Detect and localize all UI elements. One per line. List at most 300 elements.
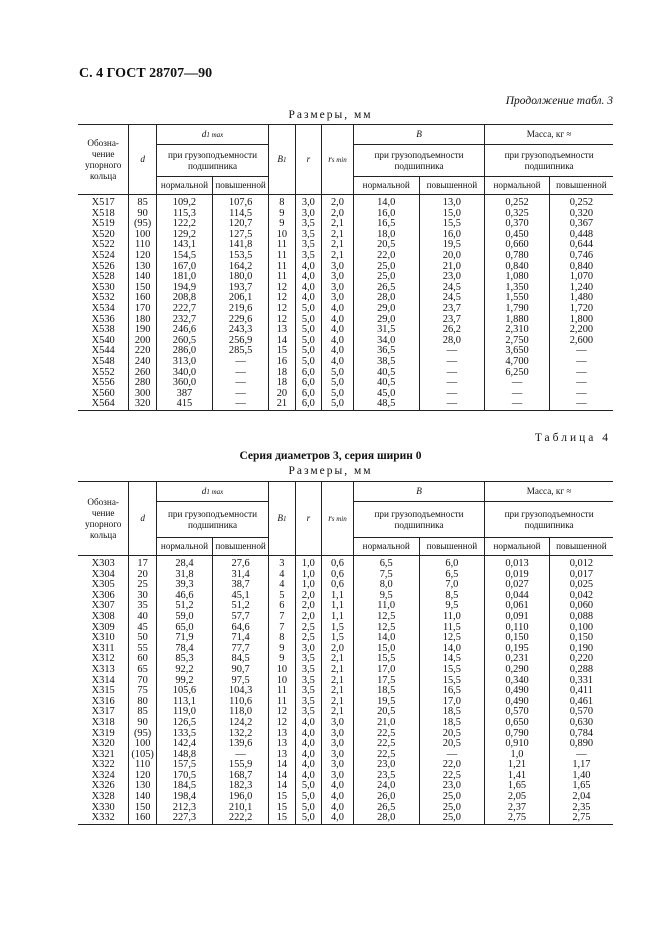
table-cell: 23,0 [353, 760, 419, 771]
table-cell: 0,061 [485, 601, 550, 612]
table-cell: 23,7 [419, 315, 485, 326]
table-cell: — [213, 357, 269, 368]
table-cell: 180,0 [213, 272, 269, 283]
table-cell: 0,017 [549, 570, 613, 581]
table-cell: 3,0 [322, 760, 354, 771]
table-cell: 9 [269, 209, 295, 220]
table-cell: 48,5 [353, 399, 419, 410]
table-cell: 45,1 [213, 591, 269, 602]
table-cell: 2,1 [322, 676, 354, 687]
table-cell: 3,0 [322, 750, 354, 761]
table-cell: 157,5 [156, 760, 212, 771]
table-cell: — [419, 346, 485, 357]
table-cell: Х536 [91, 313, 115, 325]
table-cell: 0,091 [485, 612, 550, 623]
table-cell: 14,0 [353, 195, 419, 209]
table-cell: 18,5 [353, 686, 419, 697]
table-cell: 13 [269, 325, 295, 336]
table-cell: 2,5 [295, 633, 321, 644]
table-cell: 0,660 [485, 240, 550, 251]
load-capacity-label: при грузоподъемности подшипника [156, 502, 268, 538]
table-cell: 4,0 [322, 315, 354, 326]
table-cell: 35 [129, 601, 157, 612]
table-cell: 220 [129, 346, 157, 357]
table-cell: 12,5 [419, 633, 485, 644]
table-cell: 36,5 [353, 346, 419, 357]
table-cell: 20,5 [419, 729, 485, 740]
table-cell: 31,5 [353, 325, 419, 336]
table-row [78, 623, 613, 634]
table-cell: Х321 [91, 748, 115, 760]
table-cell: 182,3 [213, 781, 269, 792]
table-cell: 232,7 [156, 315, 212, 326]
table-cell: 5,0 [295, 325, 321, 336]
table-cell: 14 [269, 760, 295, 771]
table-cell: 110 [129, 240, 157, 251]
table-cell: Х538 [91, 324, 115, 336]
load-capacity-label: при грузоподъемности подшипника [485, 145, 613, 177]
table-cell: 6,5 [353, 556, 419, 570]
table-cell: 23,0 [419, 272, 485, 283]
table-cell: Х314 [91, 674, 115, 686]
table-cell: 3,5 [295, 654, 321, 665]
table-row [78, 262, 613, 273]
table-cell: 26,5 [353, 803, 419, 814]
table-cell: 4,0 [322, 781, 354, 792]
table-cell: 4 [269, 570, 295, 581]
table-cell: 12 [269, 283, 295, 294]
table-cell: — [485, 399, 550, 410]
table-cell: Х315 [91, 685, 115, 697]
table-cell: 0,6 [322, 570, 354, 581]
table-cell: — [419, 378, 485, 389]
table-cell: Х304 [91, 568, 115, 580]
table-cell: 208,8 [156, 293, 212, 304]
table-cell: 0,746 [549, 251, 613, 262]
table-cell: 51,2 [213, 601, 269, 612]
table-3-body [78, 195, 613, 411]
table-cell: 18 [269, 368, 295, 379]
table-cell: 97,5 [213, 676, 269, 687]
table-cell: 38,5 [353, 357, 419, 368]
col-increased: повышенной [549, 538, 613, 556]
table-cell: — [549, 357, 613, 368]
table-cell: 19,5 [419, 240, 485, 251]
table-cell: 18,0 [353, 230, 419, 241]
table-row [78, 357, 613, 368]
table-cell: 90,7 [213, 665, 269, 676]
table-cell: 17 [129, 556, 157, 570]
table-4-label: Таблица 4 [534, 432, 611, 444]
col-d: d [129, 482, 157, 556]
table-cell: 20,5 [353, 707, 419, 718]
table-cell: — [549, 389, 613, 400]
table-cell: 22,5 [419, 771, 485, 782]
table-cell: 28,4 [156, 556, 212, 570]
table-row [78, 813, 613, 824]
table-cell: — [419, 750, 485, 761]
table-cell: 206,1 [213, 293, 269, 304]
table-cell: 2,0 [295, 612, 321, 623]
table-cell: 30 [129, 591, 157, 602]
col-increased: повышенной [419, 538, 485, 556]
table-cell: 6,0 [295, 378, 321, 389]
table-cell: 0,570 [549, 707, 613, 718]
table-cell: 3,5 [295, 240, 321, 251]
table-cell: (95) [129, 219, 157, 230]
table-cell: 1,21 [485, 760, 550, 771]
table-cell: 1,350 [485, 283, 550, 294]
table-cell: 100 [129, 230, 157, 241]
table-cell: 0,6 [322, 556, 354, 570]
table-cell: 13 [269, 750, 295, 761]
table-cell: 0,6 [322, 580, 354, 591]
table-row [78, 304, 613, 315]
col-normal: нормальной [353, 538, 419, 556]
table-cell: 260 [129, 368, 157, 379]
table-cell: 0,890 [549, 739, 613, 750]
table-cell: 31,8 [156, 570, 212, 581]
table-cell: 15,5 [419, 676, 485, 687]
table-cell: 0,195 [485, 644, 550, 655]
table-cell: 120 [129, 251, 157, 262]
table-cell: 3,0 [322, 718, 354, 729]
table-cell: 0,570 [485, 707, 550, 718]
table-cell: Х552 [91, 366, 115, 378]
table-cell: 5,0 [322, 399, 354, 410]
table-row [78, 739, 613, 750]
col-d: d [129, 125, 157, 195]
table-cell: 9 [269, 644, 295, 655]
col-mass: Масса, кг ≈ [485, 125, 613, 145]
table-cell: 120,7 [213, 219, 269, 230]
table-cell: 90 [129, 209, 157, 220]
table-cell: 1,240 [549, 283, 613, 294]
table-cell: 0,012 [549, 556, 613, 570]
table-cell: 22,0 [353, 251, 419, 262]
table-cell: 124,2 [213, 718, 269, 729]
table-cell: 17,0 [353, 665, 419, 676]
table-cell: Х522 [91, 239, 115, 251]
table-cell: 210,1 [213, 803, 269, 814]
table-cell: Х306 [91, 589, 115, 601]
table-cell: Х532 [91, 292, 115, 304]
table-cell: 13 [269, 739, 295, 750]
table-cell: 127,5 [213, 230, 269, 241]
continuation-label: Продолжение табл. 3 [505, 95, 613, 107]
table-cell: 130 [129, 781, 157, 792]
table-cell: 0,370 [485, 219, 550, 230]
table-cell: 4,0 [295, 272, 321, 283]
table-cell: 3 [269, 556, 295, 570]
table-cell: 3,0 [322, 739, 354, 750]
table-cell: 200 [129, 336, 157, 347]
table-cell: Х517 [91, 197, 115, 208]
table-cell: 2,1 [322, 654, 354, 665]
table-cell: 9,5 [353, 591, 419, 602]
table-cell: 2,200 [549, 325, 613, 336]
table-cell: 18 [269, 378, 295, 389]
col-b: B [353, 125, 484, 145]
table-cell: 45 [129, 623, 157, 634]
table-row [78, 346, 613, 357]
table-cell: 20,5 [419, 739, 485, 750]
table-cell: 3,5 [295, 219, 321, 230]
sizes-label-top: Размеры, мм [288, 109, 373, 121]
table-cell: 26,0 [353, 792, 419, 803]
table-cell: Х332 [78, 813, 129, 824]
table-cell: 170 [129, 304, 157, 315]
table-cell: 3,5 [295, 697, 321, 708]
table-cell: 3,0 [295, 644, 321, 655]
table-cell: 0,150 [485, 633, 550, 644]
table-cell: 11 [269, 697, 295, 708]
table-cell: 164,2 [213, 262, 269, 273]
table-cell: 229,6 [213, 315, 269, 326]
table-cell: 0,025 [549, 580, 613, 591]
table-cell: 78,4 [156, 644, 212, 655]
table-cell: 15,5 [419, 219, 485, 230]
load-capacity-label: при грузоподъемности подшипника [353, 145, 484, 177]
table-cell: 22,0 [419, 760, 485, 771]
table-cell: — [549, 346, 613, 357]
table-cell: 0,252 [485, 195, 550, 209]
table-cell: 15 [269, 813, 295, 824]
table-cell: 71,4 [213, 633, 269, 644]
table-row [78, 781, 613, 792]
table-cell: 110,6 [213, 697, 269, 708]
table-cell: 5,0 [295, 346, 321, 357]
table-cell: 6,0 [295, 389, 321, 400]
col-d1max: d1 max [156, 482, 268, 502]
table-cell: 0,042 [549, 591, 613, 602]
table-cell: 155,9 [213, 760, 269, 771]
table-row [78, 707, 613, 718]
table-cell: 18,5 [419, 707, 485, 718]
table-cell: 28,0 [353, 293, 419, 304]
col-normal: нормальной [156, 177, 212, 195]
table-cell: 12,5 [353, 623, 419, 634]
col-increased: повышенной [213, 538, 269, 556]
table-cell: 153,5 [213, 251, 269, 262]
table-cell: 16 [269, 357, 295, 368]
table-cell: Х560 [91, 387, 115, 399]
table-cell: 285,5 [213, 346, 269, 357]
table-cell: — [549, 368, 613, 379]
table-cell: 0,190 [549, 644, 613, 655]
col-b1: B1 [269, 125, 295, 195]
table-cell: Х526 [91, 260, 115, 272]
table-cell: 2,75 [549, 813, 613, 824]
col-normal: нормальной [156, 538, 212, 556]
table-row [78, 644, 613, 655]
table-cell: 38,7 [213, 580, 269, 591]
table-cell: 2,37 [485, 803, 550, 814]
table-cell: 0,490 [485, 686, 550, 697]
table-cell: 110 [129, 760, 157, 771]
table-cell: 29,0 [353, 315, 419, 326]
table-cell: 0,790 [485, 729, 550, 740]
table-cell: 4,0 [295, 771, 321, 782]
table-row [78, 240, 613, 251]
table-cell: 22,5 [353, 750, 419, 761]
table-cell: 1,5 [322, 623, 354, 634]
table-cell: 2,1 [322, 251, 354, 262]
table-cell: 256,9 [213, 336, 269, 347]
table-cell: 6,5 [419, 570, 485, 581]
table-cell: — [213, 378, 269, 389]
table-cell: 0,910 [485, 739, 550, 750]
table-cell: 1,480 [549, 293, 613, 304]
table-row [78, 399, 613, 410]
table-row [78, 686, 613, 697]
table-cell: 0,150 [549, 633, 613, 644]
table-cell: 4,0 [322, 813, 354, 824]
table-cell: 4,0 [295, 739, 321, 750]
table-cell: 16,5 [419, 686, 485, 697]
table-cell: 3,0 [322, 272, 354, 283]
table-cell: 34,0 [353, 336, 419, 347]
table-cell: 3,5 [295, 707, 321, 718]
table-cell: 25,0 [353, 262, 419, 273]
table-cell: 150 [129, 283, 157, 294]
table-cell: 4,0 [322, 357, 354, 368]
table-cell: 46,6 [156, 591, 212, 602]
table-cell: 0,340 [485, 676, 550, 687]
table-cell: 227,3 [156, 813, 212, 824]
table-cell: 75 [129, 686, 157, 697]
table-cell: 1,080 [485, 272, 550, 283]
table-cell: 0,100 [549, 623, 613, 634]
table-cell: 65 [129, 665, 157, 676]
table-row [78, 665, 613, 676]
col-increased: повышенной [213, 177, 269, 195]
table-cell: 119,0 [156, 707, 212, 718]
table-row [78, 378, 613, 389]
col-r: r [295, 125, 321, 195]
col-b1: B1 [269, 482, 295, 556]
table-cell: 26,2 [419, 325, 485, 336]
table-cell: 2,1 [322, 240, 354, 251]
table-cell: 14 [269, 781, 295, 792]
table-cell: 3,0 [322, 771, 354, 782]
table-cell: 5,0 [295, 813, 321, 824]
table-cell: 5,0 [295, 315, 321, 326]
table-row [78, 633, 613, 644]
table-cell: Х318 [91, 716, 115, 728]
table-cell: 5,0 [295, 336, 321, 347]
table-cell: 0,013 [485, 556, 550, 570]
table-cell: 4,700 [485, 357, 550, 368]
table-cell: Х530 [91, 281, 115, 293]
table-cell: 12,5 [353, 612, 419, 623]
table-cell: 5,0 [295, 781, 321, 792]
table-cell: (95) [129, 729, 157, 740]
table-cell: — [549, 399, 613, 410]
table-cell: — [419, 399, 485, 410]
table-cell: 3,5 [295, 686, 321, 697]
table-cell: 5,0 [322, 378, 354, 389]
table-cell: 7,0 [419, 580, 485, 591]
table-cell: 11 [269, 240, 295, 251]
table-cell: 4,0 [322, 325, 354, 336]
table-cell: 0,027 [485, 580, 550, 591]
table-cell: 20,0 [419, 251, 485, 262]
table-row [78, 591, 613, 602]
table-cell: 3,5 [295, 251, 321, 262]
table-row [78, 325, 613, 336]
table-cell: Х528 [91, 271, 115, 283]
table-row [78, 612, 613, 623]
table-cell: 1,1 [322, 612, 354, 623]
table-row [78, 283, 613, 294]
table-cell: 22,5 [353, 739, 419, 750]
table-cell: Х309 [91, 621, 115, 633]
page-header: С. 4 ГОСТ 28707—90 [79, 66, 213, 81]
table-cell: 8 [269, 195, 295, 209]
table-cell: 55 [129, 644, 157, 655]
load-capacity-label: при грузоподъемности подшипника [156, 145, 268, 177]
table-cell: 1,17 [549, 760, 613, 771]
table-3-continuation [78, 124, 613, 411]
table-cell: 11 [269, 251, 295, 262]
table-cell: 5 [269, 591, 295, 602]
table-cell: 1,070 [549, 272, 613, 283]
table-cell: 4,0 [295, 293, 321, 304]
table-cell: — [213, 399, 269, 410]
table-cell: 1,550 [485, 293, 550, 304]
table-row [78, 293, 613, 304]
table-cell: 11,0 [353, 601, 419, 612]
table-cell: 142,4 [156, 739, 212, 750]
table-cell: 0,320 [549, 209, 613, 220]
table-cell: 2,750 [485, 336, 550, 347]
table-cell: 10 [269, 230, 295, 241]
table-cell: 3,0 [295, 195, 321, 209]
table-cell: 154,5 [156, 251, 212, 262]
table-cell: 1,0 [295, 556, 321, 570]
table-cell: 122,2 [156, 219, 212, 230]
table-cell: 3,5 [295, 676, 321, 687]
table-row [78, 718, 613, 729]
table-cell: 40,5 [353, 378, 419, 389]
table-cell: 85 [129, 707, 157, 718]
table-cell: 1,790 [485, 304, 550, 315]
table-cell: 2,310 [485, 325, 550, 336]
table-cell: 2,0 [322, 209, 354, 220]
table-cell: 24,0 [353, 781, 419, 792]
table-cell: 15,5 [353, 654, 419, 665]
table-cell: Х520 [91, 228, 115, 240]
table-cell: 11 [269, 686, 295, 697]
table-cell: 129,2 [156, 230, 212, 241]
table-row [78, 389, 613, 400]
table-cell: 14,0 [353, 633, 419, 644]
table-cell: 65,0 [156, 623, 212, 634]
table-cell: 120 [129, 771, 157, 782]
table-cell: 92,2 [156, 665, 212, 676]
table-cell: 17,5 [353, 676, 419, 687]
table-cell: 6,0 [295, 399, 321, 410]
table-cell: 109,2 [156, 195, 212, 209]
table-cell: 0,288 [549, 665, 613, 676]
table-cell: 3,0 [322, 293, 354, 304]
table-cell: 13 [269, 729, 295, 740]
table-row [78, 697, 613, 708]
col-ring-designation: Обозна-чение упорного кольца [78, 482, 129, 556]
table-cell: Х313 [91, 663, 115, 675]
table-cell: 3,5 [295, 665, 321, 676]
